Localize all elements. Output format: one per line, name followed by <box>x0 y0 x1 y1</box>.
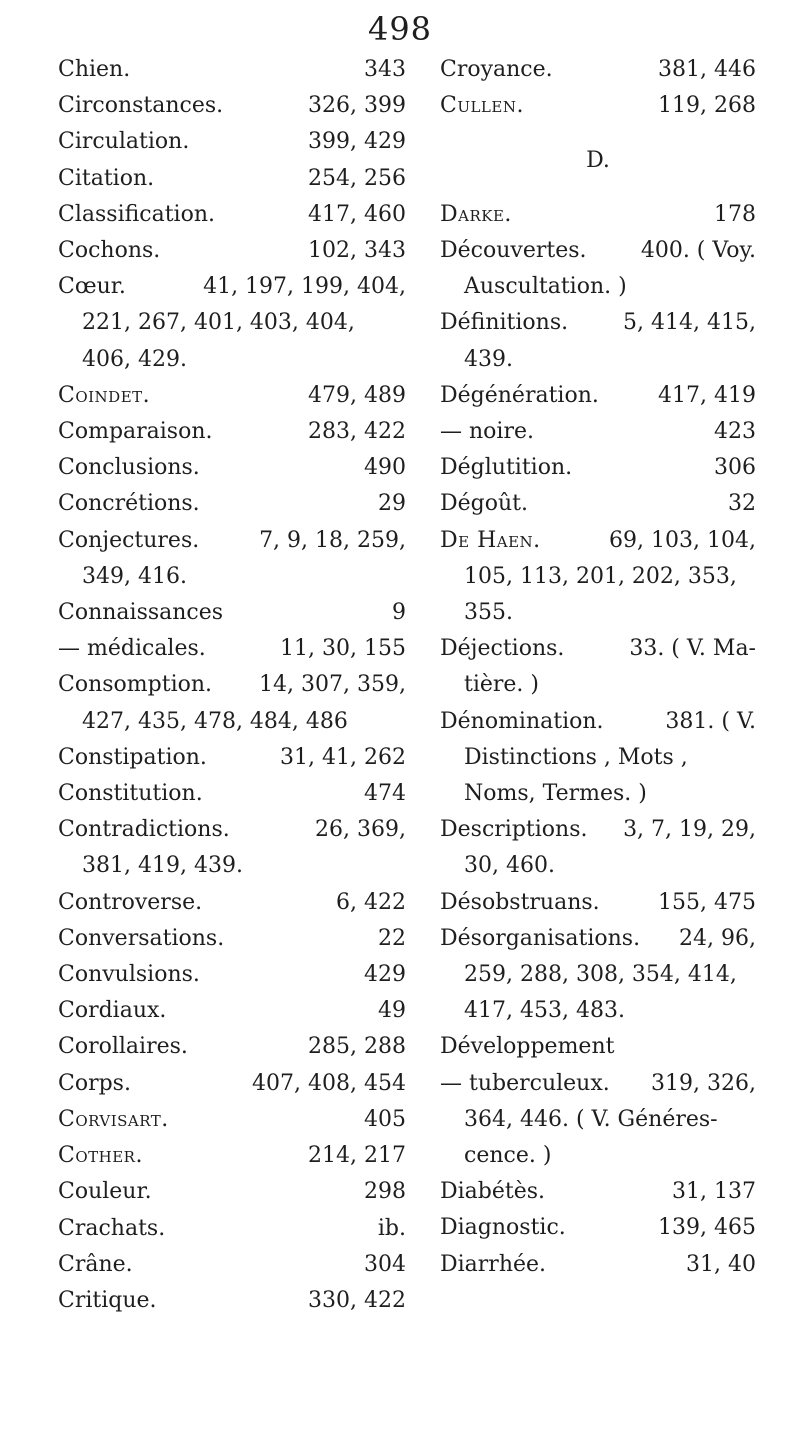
index-term: Désobstruans. <box>440 889 600 915</box>
index-entry-line <box>58 1066 406 1102</box>
index-entry <box>58 1283 406 1319</box>
index-page-refs: 31, 41, 262 <box>280 744 406 770</box>
index-term: Chien. <box>58 57 131 82</box>
index-entry-line <box>440 1247 756 1283</box>
index-page-refs: 5, 414, 415, <box>623 310 756 336</box>
index-page-refs: 298 <box>364 1179 406 1205</box>
index-entry <box>58 740 406 776</box>
index-term: Cordiaux. <box>58 998 167 1024</box>
index-page-refs-continued: 427, 435, 478, 484, 486 <box>82 708 348 734</box>
index-term: Contradictions. <box>58 817 230 843</box>
index-page-refs: 32 <box>728 491 756 517</box>
index-entry <box>58 161 406 197</box>
index-entry <box>440 52 756 88</box>
index-term: Dégénération. <box>440 382 599 408</box>
index-entry-line <box>58 450 406 486</box>
index-page-refs: 326, 399 <box>308 93 406 119</box>
index-page-refs: 155, 475 <box>658 889 756 915</box>
index-entry-line <box>440 704 756 740</box>
index-page-refs: 3, 7, 19, 29, <box>623 817 756 843</box>
index-page-refs: 343 <box>364 57 406 82</box>
index-entry <box>440 1029 756 1065</box>
index-entry-line <box>58 1247 406 1283</box>
index-entry-line <box>58 595 406 631</box>
index-term: Consomption. <box>58 672 213 698</box>
index-group-d <box>440 197 756 1283</box>
index-page-refs-continued: 349, 416. <box>82 563 187 589</box>
index-term: Corollaires. <box>58 1034 188 1060</box>
index-entry-line <box>58 233 406 269</box>
index-entry-line <box>58 957 406 993</box>
index-entry <box>58 1066 406 1102</box>
index-entry <box>440 305 756 377</box>
index-page-refs: 26, 369, <box>315 817 406 843</box>
index-entry-line <box>58 921 406 957</box>
index-term: — noire. <box>440 419 534 445</box>
index-entry-line <box>58 993 406 1029</box>
index-page-refs: 49 <box>378 998 406 1024</box>
index-entry-line <box>58 776 406 812</box>
index-term: Conversations. <box>58 925 225 951</box>
index-entry <box>440 523 756 632</box>
index-entry-line <box>440 305 756 341</box>
index-entry-line <box>58 161 406 197</box>
index-term: Découvertes. <box>440 238 587 263</box>
index-page-refs: 381. ( V. <box>665 708 756 734</box>
index-entry <box>440 1247 756 1283</box>
index-entry <box>440 486 756 522</box>
index-page-refs: 214, 217 <box>308 1143 406 1169</box>
index-entry-line <box>440 1210 756 1246</box>
index-term: Concrétions. <box>58 491 200 517</box>
index-entry-line <box>58 812 406 848</box>
index-term: — tuberculeux. <box>440 1070 610 1096</box>
index-entry-line <box>440 1066 756 1102</box>
index-entry-line <box>58 667 406 703</box>
index-term: Crâne. <box>58 1251 133 1277</box>
index-page-refs: 24, 96, <box>679 925 756 951</box>
index-entry <box>58 414 406 450</box>
index-entry-line <box>58 124 406 160</box>
index-entry-line <box>440 1174 756 1210</box>
index-entry <box>58 233 406 269</box>
index-entry <box>58 1211 406 1247</box>
index-page-refs: 22 <box>378 925 406 951</box>
index-page-refs: 407, 408, 454 <box>252 1070 406 1096</box>
index-entry <box>58 1102 406 1138</box>
index-term: Crachats. <box>58 1215 166 1241</box>
index-entry-line <box>440 233 756 269</box>
index-term: Conclusions. <box>58 455 200 481</box>
index-entry-line <box>58 486 406 522</box>
index-entry-line <box>440 52 756 88</box>
index-entry <box>58 378 406 414</box>
index-page-refs: 29 <box>378 491 406 517</box>
index-entry-line <box>58 52 406 88</box>
index-page-refs: 283, 422 <box>308 419 406 445</box>
index-entry-line <box>440 812 756 848</box>
index-term: Développement <box>440 1034 615 1060</box>
index-entry <box>440 1066 756 1175</box>
index-entry <box>440 197 756 233</box>
index-term: Circulation. <box>58 129 190 155</box>
index-entry-line <box>58 414 406 450</box>
index-term: Coindet. <box>58 382 151 408</box>
index-group-c-continued <box>440 52 756 124</box>
index-page-refs: 178 <box>714 201 756 227</box>
index-entry <box>58 776 406 812</box>
index-page-refs-continued: 364, 446. ( V. Généres- <box>464 1106 718 1132</box>
index-entry-line <box>440 1029 756 1065</box>
page-number: 498 <box>367 10 433 48</box>
index-entry-line <box>440 921 756 957</box>
index-page-refs: 139, 465 <box>658 1215 756 1241</box>
index-entry-line <box>440 885 756 921</box>
index-page-refs-continued: 439. <box>464 346 513 372</box>
index-page-refs: 399, 429 <box>308 129 406 155</box>
index-page-refs: 33. ( V. Ma- <box>629 636 756 662</box>
index-entry-line <box>58 378 406 414</box>
index-page-refs-continued: 221, 267, 401, 403, 404, <box>82 310 355 336</box>
index-entry <box>58 595 406 631</box>
index-entry <box>440 414 756 450</box>
index-page-refs: 7, 9, 18, 259, <box>259 527 406 553</box>
index-page-refs: 31, 137 <box>672 1179 756 1205</box>
index-column-left <box>58 52 406 1319</box>
index-term: Conjectures. <box>58 527 200 553</box>
index-entry <box>58 197 406 233</box>
index-page-refs-continued: cence. ) <box>464 1143 552 1169</box>
index-page-refs: 479, 489 <box>308 382 406 408</box>
index-entry <box>58 885 406 921</box>
index-entry-line <box>58 740 406 776</box>
index-page-refs: 381, 446 <box>658 57 756 82</box>
index-entry <box>58 1247 406 1283</box>
index-page-refs: ib. <box>377 1215 406 1241</box>
index-entry-line <box>440 631 756 667</box>
index-page-refs-continued: 381, 419, 439. <box>82 853 243 879</box>
index-page-refs: 319, 326, <box>651 1070 756 1096</box>
index-entry <box>58 812 406 884</box>
index-page-refs: 405 <box>364 1106 406 1132</box>
index-page-refs-continued: 417, 453, 483. <box>464 998 625 1024</box>
index-entry-line <box>440 486 756 522</box>
index-entry-line <box>58 269 406 305</box>
index-page-refs: 119, 268 <box>658 93 756 119</box>
index-entry <box>58 993 406 1029</box>
index-term: Diagnostic. <box>440 1215 566 1241</box>
index-page-refs-continued: Auscultation. ) <box>464 274 627 300</box>
index-entry <box>58 88 406 124</box>
index-term: Descriptions. <box>440 817 588 843</box>
index-page-refs: 285, 288 <box>308 1034 406 1060</box>
index-entry <box>58 52 406 88</box>
index-term: Cœur. <box>58 274 126 300</box>
index-term: Diarrhée. <box>440 1251 547 1277</box>
index-page-refs: 6, 422 <box>336 889 406 915</box>
index-entry-line <box>440 197 756 233</box>
index-page-refs: 31, 40 <box>686 1251 756 1277</box>
index-page-refs: 417, 419 <box>658 382 756 408</box>
index-entry <box>440 378 756 414</box>
index-entry <box>440 1210 756 1246</box>
index-term: Cochons. <box>58 238 161 264</box>
index-term: Citation. <box>58 165 155 191</box>
index-page-refs: 306 <box>714 455 756 481</box>
index-entry <box>440 704 756 813</box>
index-page-refs-continued: 105, 113, 201, 202, 353, <box>464 563 737 589</box>
index-term: Cother. <box>58 1143 143 1169</box>
index-entry <box>440 233 756 305</box>
index-entry <box>58 124 406 160</box>
index-term: Classification. <box>58 201 215 227</box>
index-term: Critique. <box>58 1287 157 1313</box>
index-entry-line <box>58 631 406 667</box>
index-entry-line <box>58 197 406 233</box>
index-term: Connaissances <box>58 600 224 626</box>
index-page-refs-continued: 406, 429. <box>82 346 187 372</box>
index-entry-line <box>440 523 756 559</box>
index-entry <box>58 1029 406 1065</box>
index-entry-line <box>440 414 756 450</box>
index-page-refs-continued: Noms, Termes. ) <box>464 781 647 807</box>
index-entry <box>58 523 406 595</box>
index-term: Désorganisations. <box>440 925 641 951</box>
index-term: Diabétès. <box>440 1179 546 1205</box>
index-entry-line <box>58 88 406 124</box>
index-page-refs: 102, 343 <box>308 238 406 264</box>
index-entry-line <box>440 88 756 124</box>
index-page-refs-continued: Distinctions , Mots , <box>464 744 688 770</box>
index-term: Darke. <box>440 201 512 227</box>
index-entry <box>58 1138 406 1174</box>
index-page-refs: 14, 307, 359, <box>259 672 406 698</box>
index-term: Constitution. <box>58 781 203 807</box>
index-term: Cullen. <box>440 93 524 119</box>
index-entry-line <box>58 1283 406 1319</box>
index-term: Convulsions. <box>58 962 200 988</box>
index-page-refs: 400. ( Voy. <box>640 238 756 263</box>
index-entry-line <box>58 1029 406 1065</box>
index-entry <box>440 921 756 1030</box>
index-column-right <box>440 52 756 1283</box>
index-term: Corps. <box>58 1070 131 1096</box>
index-term: Comparaison. <box>58 419 213 445</box>
index-term: Circonstances. <box>58 93 224 119</box>
index-page-refs: 304 <box>364 1251 406 1277</box>
index-page-refs: 9 <box>392 600 406 626</box>
index-entry <box>440 88 756 124</box>
index-term: Controverse. <box>58 889 203 915</box>
index-page-refs: 417, 460 <box>308 201 406 227</box>
index-entry-line <box>58 1138 406 1174</box>
index-term: Déjections. <box>440 636 565 662</box>
index-term: Dénomination. <box>440 708 604 734</box>
index-entry <box>58 667 406 739</box>
index-page-refs: 429 <box>364 962 406 988</box>
index-entry-line <box>440 450 756 486</box>
index-entry-line <box>58 1211 406 1247</box>
index-entry <box>58 1174 406 1210</box>
index-page-refs: 41, 197, 199, 404, <box>203 274 406 300</box>
index-page-refs: 330, 422 <box>308 1287 406 1313</box>
index-entry <box>58 957 406 993</box>
index-term: Dégoût. <box>440 491 528 517</box>
index-page-refs: 474 <box>364 781 406 807</box>
index-entry <box>440 450 756 486</box>
index-entry-line <box>58 523 406 559</box>
index-entry <box>58 631 406 667</box>
index-term: Constipation. <box>58 744 207 770</box>
index-entry-line <box>58 885 406 921</box>
index-term: Corvisart. <box>58 1106 169 1132</box>
section-letter: D. <box>586 147 610 173</box>
index-entry <box>440 812 756 884</box>
index-page-refs-continued: 30, 460. <box>464 853 555 879</box>
index-page-refs: 254, 256 <box>308 165 406 191</box>
index-entry-line <box>58 1174 406 1210</box>
index-term: Déglutition. <box>440 455 573 481</box>
index-entry <box>58 450 406 486</box>
index-term: — médicales. <box>58 636 206 662</box>
index-term: Croyance. <box>440 57 553 82</box>
index-page-refs-continued: tière. ) <box>464 672 540 698</box>
index-page-refs-continued: 259, 288, 308, 354, 414, <box>464 962 737 988</box>
index-entry-line <box>440 378 756 414</box>
index-entry <box>58 269 406 378</box>
index-term: De Haen. <box>440 527 541 553</box>
index-page-refs: 490 <box>364 455 406 481</box>
index-page-refs: 69, 103, 104, <box>609 527 756 553</box>
index-entry <box>58 486 406 522</box>
index-entry <box>440 631 756 703</box>
index-entry <box>440 885 756 921</box>
index-entry-line <box>58 1102 406 1138</box>
index-entry <box>440 1174 756 1210</box>
index-page-refs: 11, 30, 155 <box>280 636 406 662</box>
index-page-refs: 423 <box>714 419 756 445</box>
index-entry <box>58 921 406 957</box>
index-page-refs-continued: 355. <box>464 600 513 626</box>
index-term: Définitions. <box>440 310 569 336</box>
index-term: Couleur. <box>58 1179 152 1205</box>
